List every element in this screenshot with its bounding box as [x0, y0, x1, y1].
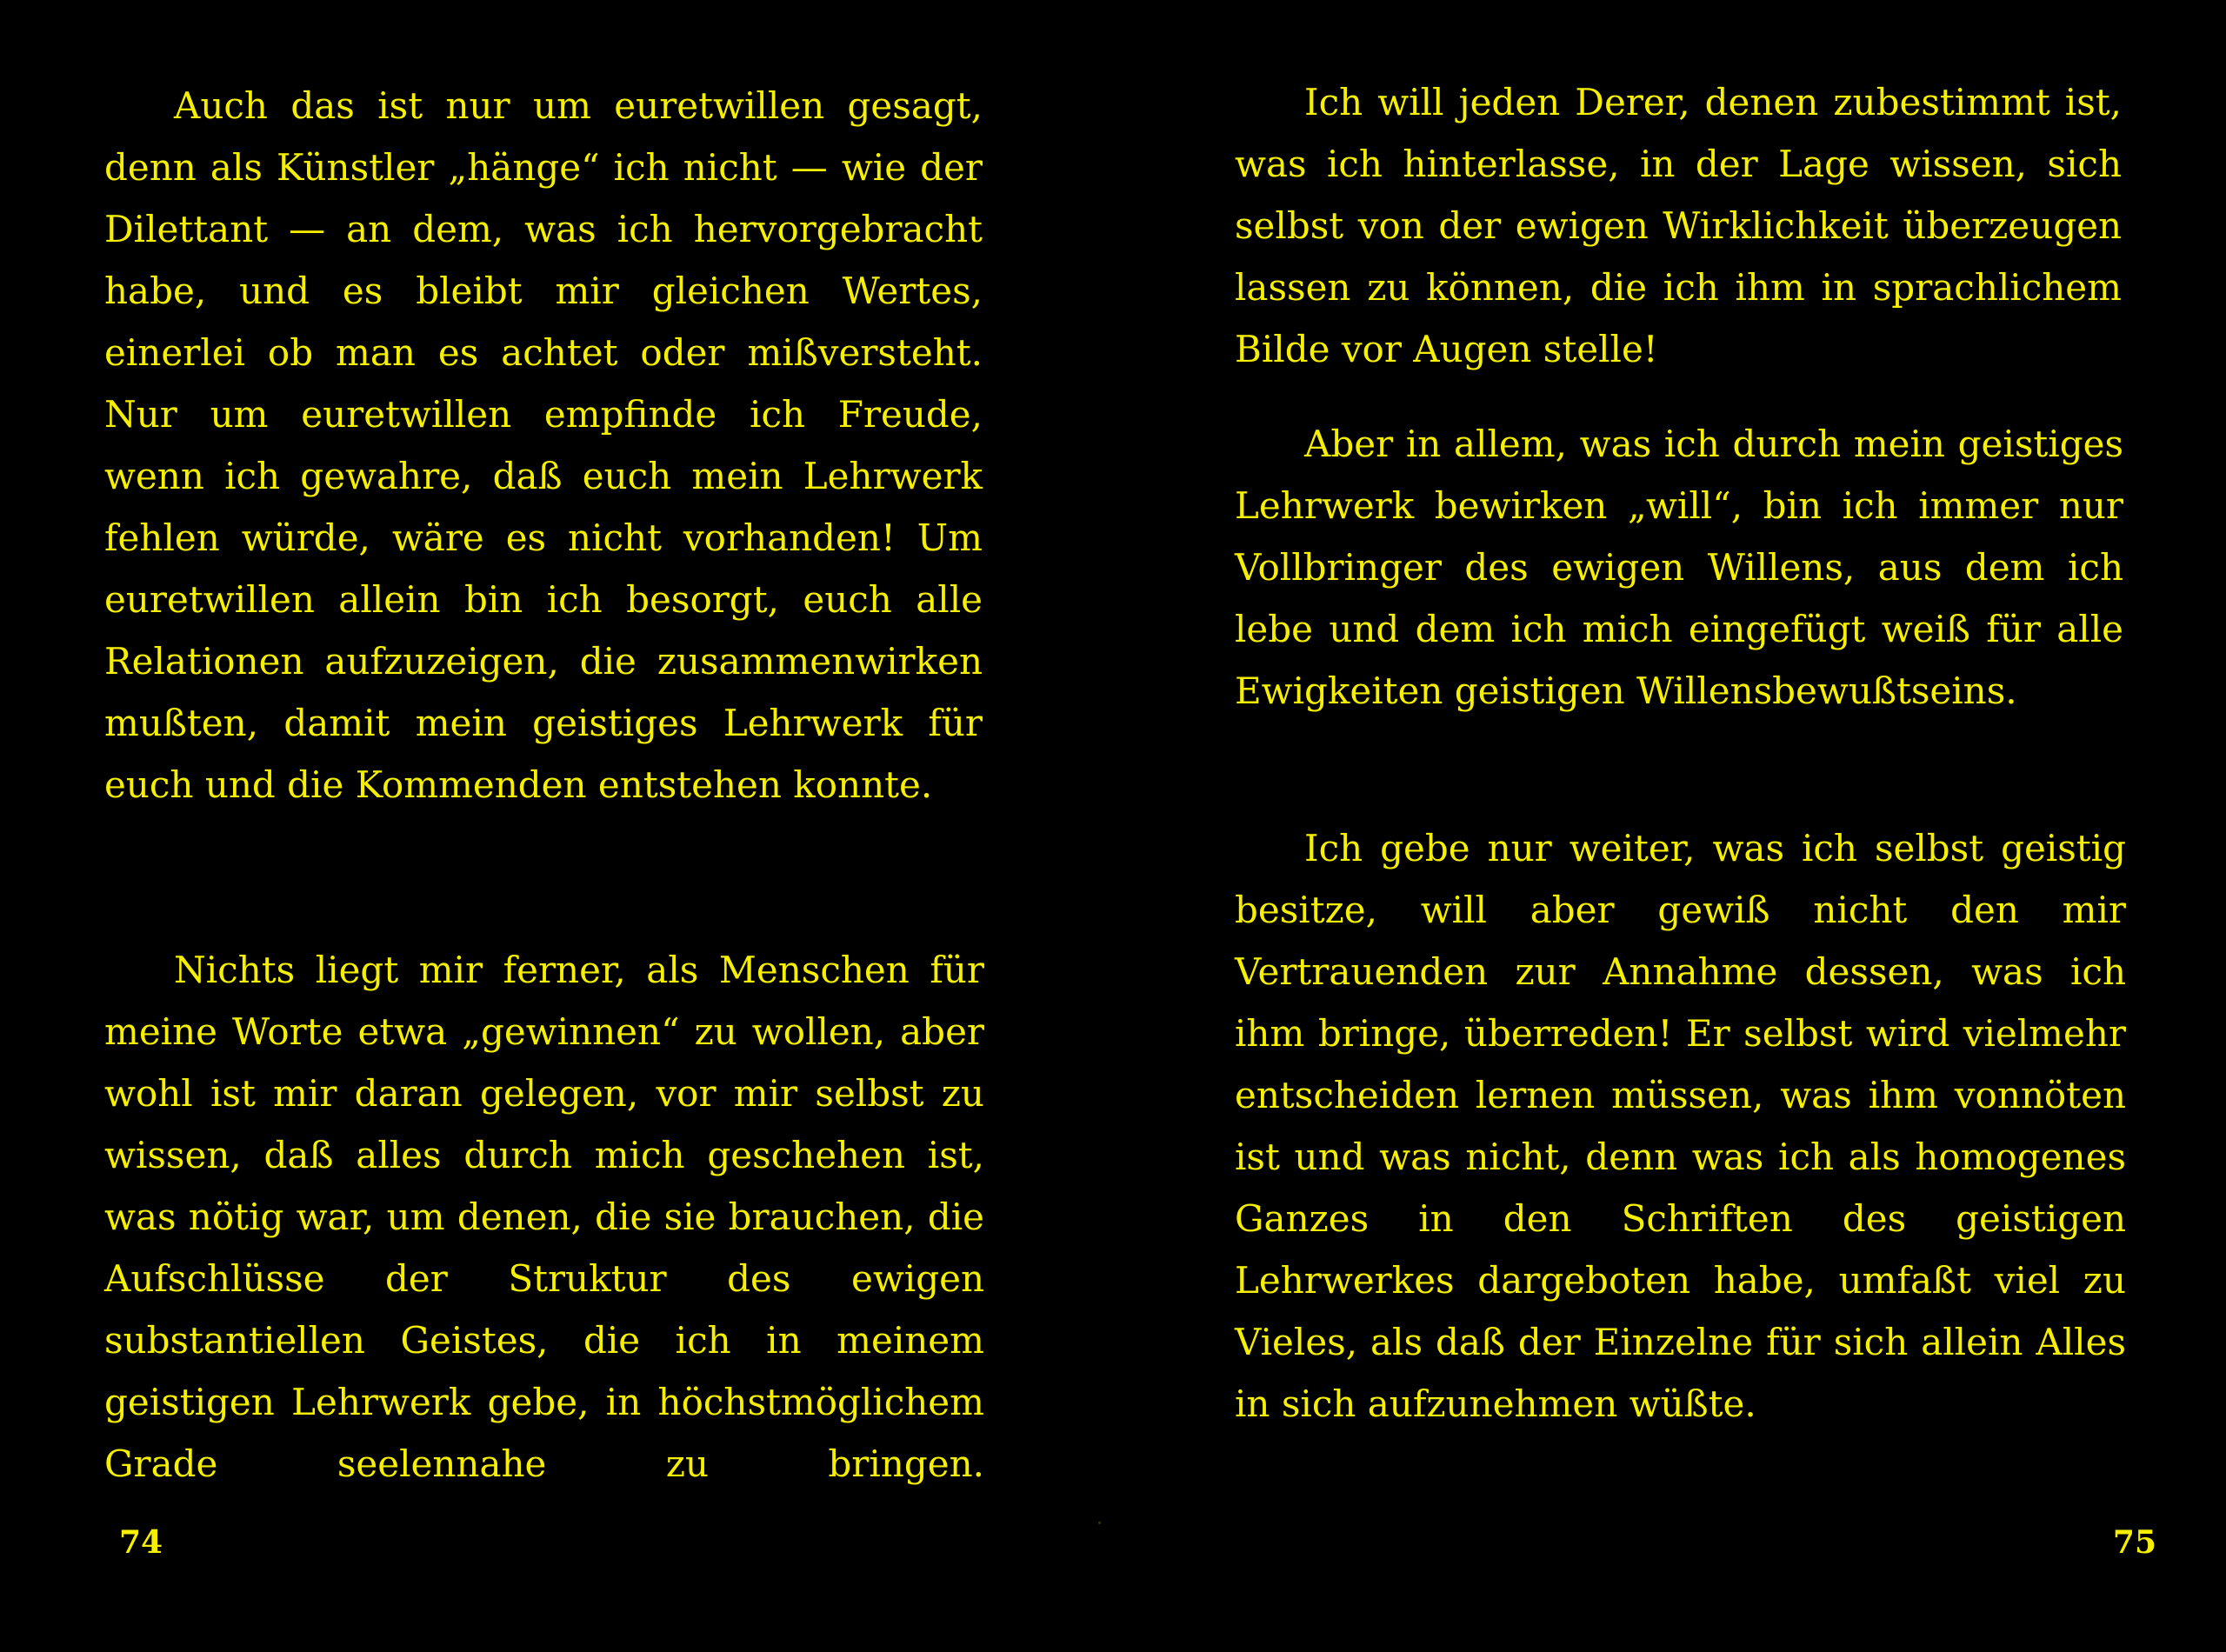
left-paragraph-1-text: Auch das ist nur um euretwillen gesagt, denn als Künstler „hänge“ ich nicht — wie der Dilettant — an dem, was ich hervorgebracht habe, und es bleibt mir gleichen Wertes, einerlei ob man es achtet oder mißversteht. Nur um euretwillen empfinde ich Freude, wenn ich gewahre, daß euch mein Lehrwerk fehlen würde, wäre es nicht vorhanden! Um euretwillen allein bin ich besorgt, euch alle Relationen aufzuzeigen, die zusammenwirken mußten, damit mein geistiges Lehrwerk für euch und die Kommenden entstehen konnte. [104, 84, 983, 806]
right-paragraph-2-text: Aber in allem, was ich durch mein geistiges Lehrwerk bewirken „will“, bin ich immer nur Vollbringer des ewigen Willens, aus dem ich lebe und dem ich mich eingefügt weiß für alle Ewigkeiten geistigen Willensbewußtseins. [1235, 423, 2123, 712]
page-number-right: 75 [2112, 1524, 2156, 1561]
left-paragraph-2-text: Nichts liegt mir ferner, als Menschen für meine Worte etwa „gewinnen“ zu wollen, aber wohl ist mir daran gelegen, vor mir selbst zu wissen, daß alles durch mich geschehen ist, was nötig war, um denen, die sie brauchen, die Aufschlüsse der Struktur des ewigen substantiellen Geistes, die ich in meinem geistigen Lehrwerk gebe, in höchstmöglichem Grade seelennahe zu bringen. [104, 949, 984, 1485]
gutter-speck [1098, 1522, 1101, 1524]
right-page [1113, 0, 2226, 1652]
right-paragraph-3 [1235, 817, 2126, 1435]
left-paragraph-1 [104, 75, 983, 816]
right-paragraph-2 [1235, 413, 2123, 722]
page-number-left: 74 [119, 1524, 163, 1561]
right-paragraph-1 [1235, 71, 2122, 380]
right-paragraph-3-text: Ich gebe nur weiter, was ich selbst geistig besitze, will aber gewiß nicht den mir Vertrauenden zur Annahme dessen, was ich ihm bringe, überreden! Er selbst wird vielmehr entscheiden lernen müssen, was ihm vonnöten ist und was nicht, denn was ich als homogenes Ganzes in den Schriften des geistigen Lehrwerkes dargeboten habe, umfaßt viel zu Vieles, als daß der Einzelne für sich allein Alles in sich aufzunehmen wüßte. [1235, 827, 2126, 1425]
right-paragraph-1-text: Ich will jeden Derer, denen zubestimmt ist, was ich hinterlasse, in der Lage wissen, sich selbst von der ewigen Wirklichkeit überzeugen lassen zu können, die ich ihm in sprachlichem Bilde vor Augen stelle! [1235, 81, 2122, 370]
left-paragraph-2 [104, 939, 984, 1495]
